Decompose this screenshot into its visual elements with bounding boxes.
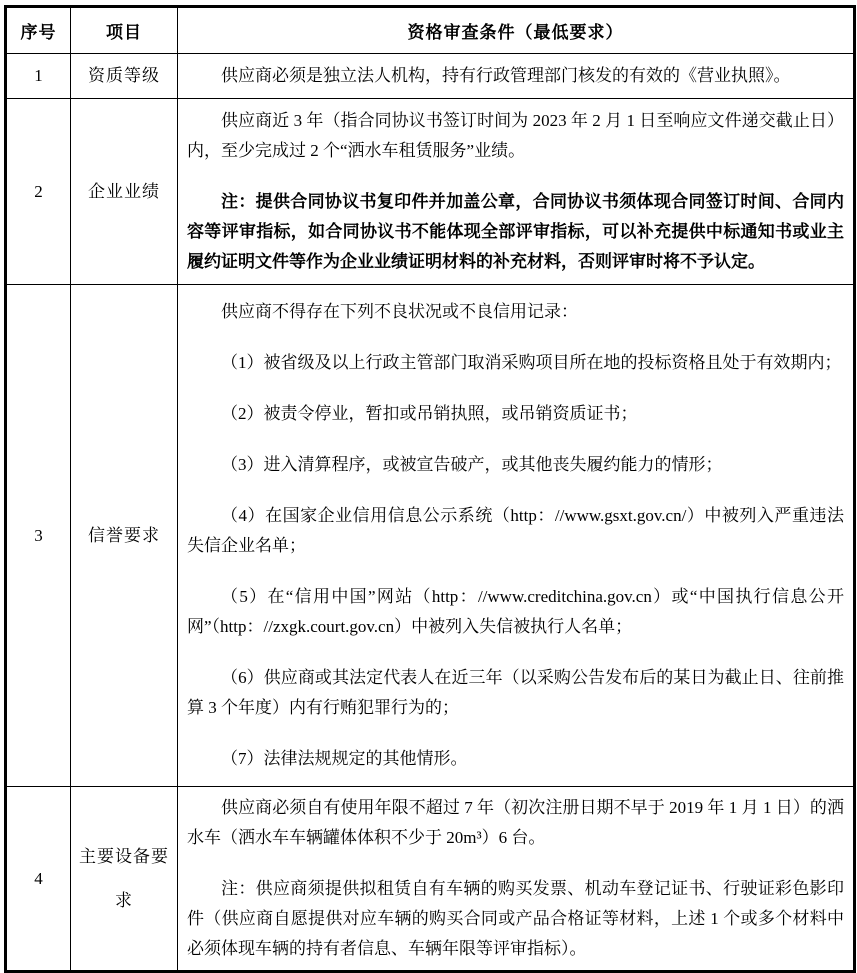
header-serial-number: 序号: [6, 7, 71, 54]
conditions-cell: [178, 285, 855, 787]
item-cell: 信誉要求: [71, 285, 178, 787]
item-cell: 资质等级: [71, 54, 178, 99]
serial-cell: 4: [6, 787, 71, 972]
condition-paragraph: （4）在国家企业信用信息公示系统（http：//www.gsxt.gov.cn/）中被列入严重违法失信企业名单；: [187, 506, 844, 555]
header-conditions: 资格审查条件（最低要求）: [178, 7, 855, 54]
item-cell: 主要设备要求: [71, 787, 178, 972]
condition-paragraph: 供应商近 3 年（指合同协议书签订时间为 2023 年 2 月 1 日至响应文件递交截止日）内，至少完成过 2 个“洒水车租赁服务”业绩。: [187, 111, 844, 160]
qualification-table: [4, 5, 856, 973]
condition-paragraph: （5）在“信用中国”网站（http：//www.creditchina.gov.cn）或“中国执行信息公开网”（http：//zxgk.court.gov.cn）中被列入失信被执行人名单；: [187, 587, 844, 636]
condition-paragraph: （7）法律法规规定的其他情形。: [221, 749, 468, 768]
conditions-cell: [178, 787, 855, 972]
condition-paragraph: （3）进入清算程序，或被宣告破产，或其他丧失履约能力的情形；: [221, 455, 723, 474]
header-item: 项目: [71, 7, 178, 54]
condition-note-paragraph: 注：供应商须提供拟租赁自有车辆的购买发票、机动车登记证书、行驶证彩色影印件（供应商自愿提供对应车辆的购买合同或产品合格证等材料，上述 1 个或多个材料中必须体现车辆的持有者信息、车辆年限等评审指标）。: [187, 879, 844, 958]
serial-cell: 1: [6, 54, 71, 99]
condition-paragraph: 供应商不得存在下列不良状况或不良信用记录：: [221, 302, 578, 321]
serial-cell: 2: [6, 99, 71, 285]
condition-paragraph: （6）供应商或其法定代表人在近三年（以采购公告发布后的某日为截止日、往前推算 3 个年度）内有行贿犯罪行为的；: [187, 668, 844, 717]
condition-note-paragraph: 注：提供合同协议书复印件并加盖公章，合同协议书须体现合同签订时间、合同内容等评审指标，如合同协议书不能体现全部评审指标，可以补充提供中标通知书或业主履约证明文件等作为企业业绩证明材料的补充材料，否则评审时将不予认定。: [187, 192, 844, 271]
condition-paragraph: 供应商必须是独立法人机构，持有行政管理部门核发的有效的《营业执照》。: [221, 66, 791, 85]
serial-cell: 3: [6, 285, 71, 787]
conditions-cell: [178, 54, 855, 99]
table-row: [6, 54, 855, 99]
table-row: [6, 285, 855, 787]
table-row: [6, 787, 855, 972]
conditions-cell: [178, 99, 855, 285]
table-row: [6, 99, 855, 285]
condition-paragraph: （2）被责令停业，暂扣或吊销执照，或吊销资质证书；: [221, 404, 638, 423]
condition-paragraph: 供应商必须自有使用年限不超过 7 年（初次注册日期不早于 2019 年 1 月 1 日）的洒水车（洒水车车辆罐体体积不少于 20m³）6 台。: [187, 798, 844, 847]
table-header-row: [6, 7, 855, 54]
condition-paragraph: （1）被省级及以上行政主管部门取消采购项目所在地的投标资格且处于有效期内；: [221, 353, 842, 372]
item-cell: 企业业绩: [71, 99, 178, 285]
